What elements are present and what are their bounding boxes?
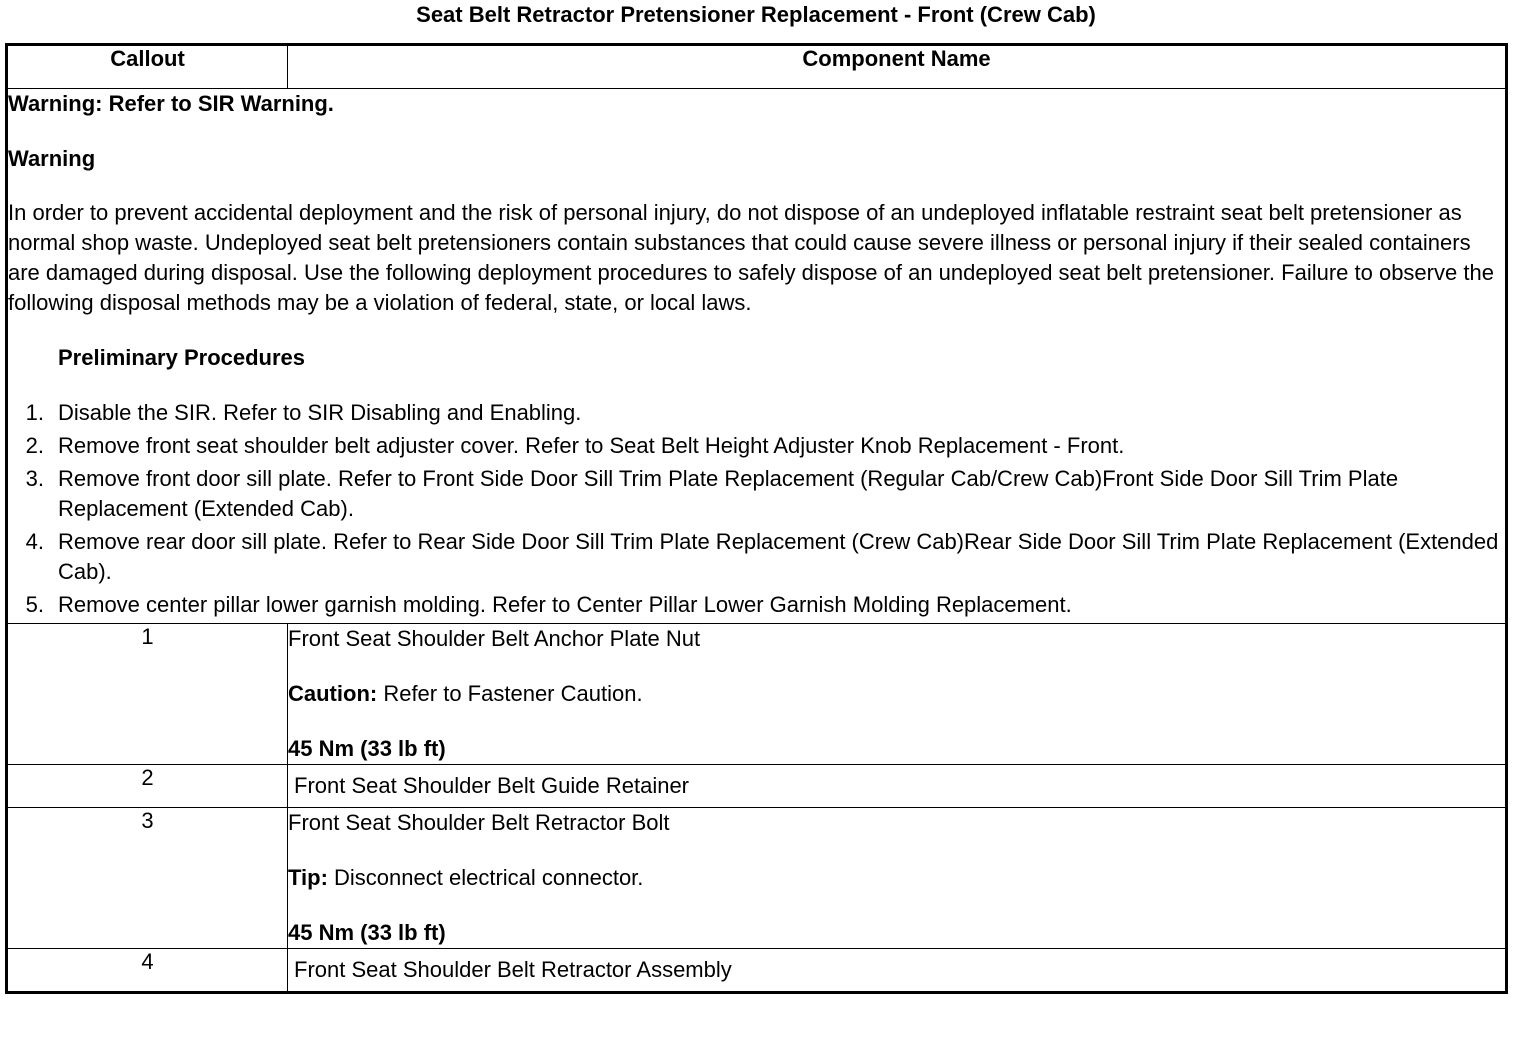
step-text: Disable the SIR. Refer to SIR Disabling and Enabling.: [58, 400, 582, 425]
warning-heading: Warning: [8, 146, 96, 171]
note-text: Disconnect electrical connector.: [327, 865, 644, 890]
note-label: Caution:: [288, 681, 378, 706]
step-text: Remove center pillar lower garnish molding. Refer to Center Pillar Lower Garnish Molding Replacement.: [58, 592, 1072, 617]
torque-spec: 45 Nm (33 lb ft): [288, 736, 446, 761]
callout-number: 1: [7, 624, 288, 765]
sir-warning-reference: Warning: Refer to SIR Warning.: [8, 91, 334, 116]
note-text: Refer to Fastener Caution.: [377, 681, 643, 706]
step-text: Remove front door sill plate. Refer to Front Side Door Sill Trim Plate Replacement (Regular Cab/Crew Cab)Front Side Door Sill Trim Plate Replacement (Extended Cab).: [58, 466, 1399, 521]
preliminary-procedures-heading: Preliminary Procedures: [58, 345, 306, 370]
table-header-row: [7, 45, 1507, 89]
component-note: [288, 863, 1505, 893]
list-item: [8, 431, 1505, 461]
callout-number: 3: [7, 808, 288, 949]
list-item: [8, 527, 1505, 587]
component-cell: [288, 624, 1507, 765]
table-row: [7, 624, 1507, 765]
page-title: Seat Belt Retractor Pretensioner Replacement - Front (Crew Cab): [416, 2, 1096, 27]
callout-number: 2: [7, 765, 288, 808]
step-number: 5.: [25, 592, 44, 617]
list-item: [8, 590, 1505, 620]
procedure-table: [5, 43, 1508, 994]
preliminary-steps-list: [8, 398, 1505, 620]
list-item: [8, 398, 1505, 428]
callout-column-header: Callout: [7, 45, 288, 89]
component-cell: [288, 808, 1507, 949]
component-name: Front Seat Shoulder Belt Guide Retainer: [288, 765, 1507, 808]
list-item: [8, 464, 1505, 524]
torque-spec: 45 Nm (33 lb ft): [288, 920, 446, 945]
table-row: [7, 808, 1507, 949]
warning-text: In order to prevent accidental deployment and the risk of personal injury, do not dispose of an undeployed inflatable restraint seat belt pretensioner as normal shop waste. Undeployed seat belt pretensioners contain substances that could cause severe illness or personal injury if their sealed containers are damaged during disposal. Use the following deployment procedures to safely dispose of an undeployed seat belt pretensioner. Failure to observe the following disposal methods may be a violation of federal, state, or local laws.: [8, 200, 1494, 315]
table-row: [7, 765, 1507, 808]
component-name: Front Seat Shoulder Belt Retractor Assembly: [288, 949, 1507, 993]
component-name: Front Seat Shoulder Belt Anchor Plate Nut: [288, 626, 701, 651]
table-row: [7, 949, 1507, 993]
step-number: 4.: [25, 529, 44, 554]
intro-row: [7, 89, 1507, 624]
component-name: Front Seat Shoulder Belt Retractor Bolt: [288, 810, 670, 835]
note-label: Tip:: [288, 865, 328, 890]
step-number: 3.: [25, 466, 44, 491]
step-number: 1.: [25, 400, 44, 425]
callout-number: 4: [7, 949, 288, 993]
component-column-header: Component Name: [288, 45, 1507, 89]
step-text: Remove front seat shoulder belt adjuster cover. Refer to Seat Belt Height Adjuster Knob Replacement - Front.: [58, 433, 1125, 458]
intro-cell: [7, 89, 1507, 624]
component-note: [288, 679, 1505, 709]
step-number: 2.: [25, 433, 44, 458]
step-text: Remove rear door sill plate. Refer to Rear Side Door Sill Trim Plate Replacement (Crew Cab)Rear Side Door Sill Trim Plate Replacement (Extended Cab).: [58, 529, 1499, 584]
